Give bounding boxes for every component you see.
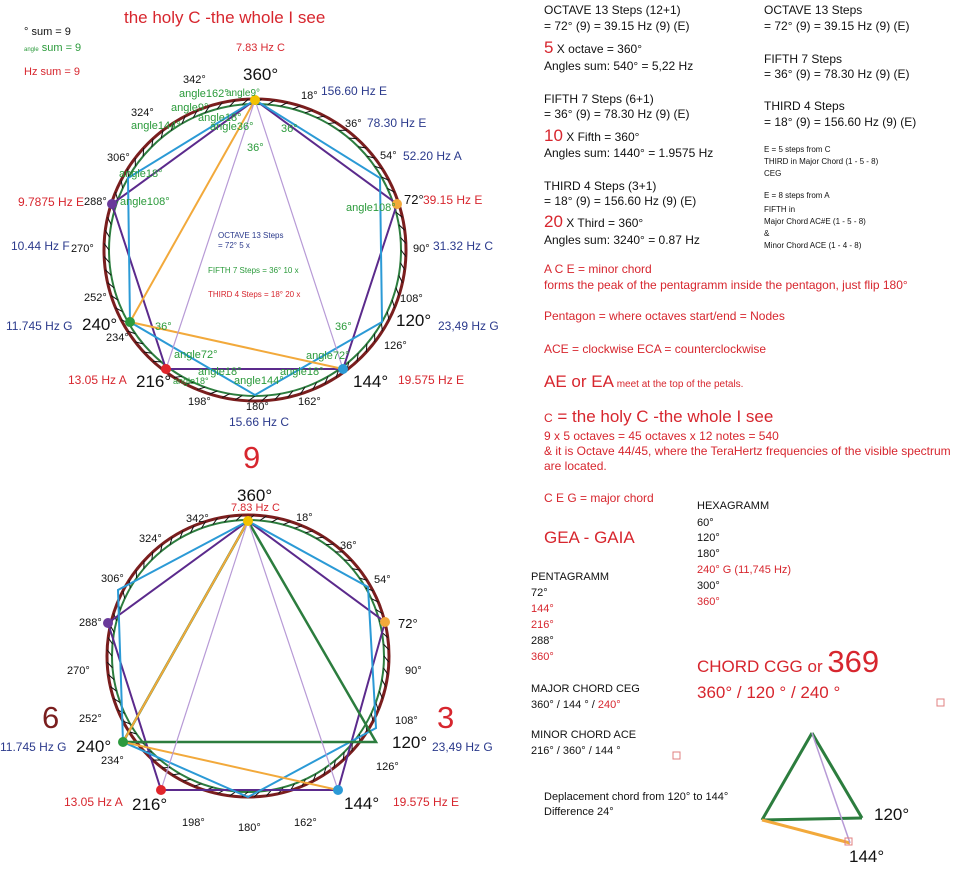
fifth-mult-n: 10 [544,126,563,145]
wheel-tick [376,703,378,710]
triangle-orange [762,820,850,843]
inner-angle-36d: 36° [155,321,172,333]
pent-item-144: 144° [531,603,554,615]
triangle-green-base [762,818,862,820]
legend-deg-sum: ° sum = 9 [24,26,71,38]
number-9: 9 [243,440,261,475]
b-angle-270: 270° [67,665,90,677]
angle-54: 54° [380,150,397,162]
pent-item-288: 288° [531,635,554,647]
note-e5-3: CEG [764,169,782,178]
hex-item-120: 120° [697,532,720,544]
wheel-tick [153,361,161,362]
ace-clockwise: ACE = clockwise ECA = counterclockwise [544,342,767,356]
octave-head: OCTAVE 13 Steps (12+1) [544,3,681,17]
note-e8-4: & [764,229,770,238]
ace-peak: forms the peak of the pentagramm inside the pentagon, just flip 180° [544,278,908,292]
third-mult-n: 20 [544,212,563,231]
wheel-tick [305,110,313,112]
b-freq-19-575-e: 19.575 Hz E [393,795,460,809]
r-fifth-head: FIFTH 7 Steps [764,52,843,66]
r-octave-head: OCTAVE 13 Steps [764,3,863,17]
inner-angle-36b: 36° [281,123,298,135]
major-chord-vals [531,699,621,712]
ae-ea [544,372,743,392]
b-angle-216: 216° [132,795,168,814]
holy-c [544,407,773,427]
legend-angle-value: sum = 9 [38,42,82,54]
angle-342: 342° [183,74,206,86]
wheel-tick [295,526,302,528]
note-e5-1: E = 5 steps from C [764,145,831,154]
inner-angle-144a: angle144° [131,120,181,132]
top-freq-7-83: 7.83 Hz C [236,42,285,54]
bottom-node-216 [156,785,166,795]
r-octave-eq: = 72° (9) = 39.15 Hz (9) (E) [764,19,910,33]
pent-item-360: 360° [531,651,554,663]
freq-9-7875-e: 9.7875 Hz E [18,195,85,209]
number-3: 3 [437,700,455,735]
holy-c-letter: C [544,411,553,425]
top-node-288 [107,199,117,209]
b-angle-180: 180° [238,822,261,834]
bottom-node-144 [333,785,343,795]
b-angle-360: 360° [237,486,273,505]
page-title: the holy C -the whole I see [124,8,326,27]
angle-216: 216° [136,372,172,391]
deplacement-line-1: Deplacement chord from 120° to 144° [544,791,729,803]
angle-162: 162° [298,396,321,408]
bottom-node-360 [243,516,253,526]
freq-15-66-c: 15.66 Hz C [229,415,290,429]
r-fifth-eq: = 36° (9) = 78.30 Hz (9) (E) [764,67,910,81]
wheel-tick [194,784,201,786]
deplacement-line-2: Difference 24° [544,806,614,818]
angle-270: 270° [71,243,94,255]
inner-angle-18b: angle18° [119,168,163,180]
angle-72: 72° [404,192,424,207]
angle-306: 306° [107,152,130,164]
center-fifth: FIFTH 7 Steps = 36° 10 x [208,266,299,275]
b-angle-324: 324° [139,533,162,545]
hex-item-240: 240° G (11,745 Hz) [697,564,792,576]
b-angle-288: 288° [79,617,102,629]
angle-234: 234° [106,332,129,344]
fifth-head: FIFTH 7 Steps (6+1) [544,92,654,106]
bottom-wheel-inner-ring [112,520,384,792]
gea-gaia: GEA - GAIA [544,528,635,547]
b-angle-234: 234° [101,755,124,767]
ace-minor: A C E = minor chord [544,262,652,276]
octave-mult-text: X octave = 360° [553,42,642,56]
third-mult-text: X Third = 360° [562,216,644,230]
minor-chord-vals: 216° / 360° / 144 ° [531,745,621,757]
angle-180: 180° [246,401,269,413]
top-node-144 [338,364,348,374]
center-third: THIRD 4 Steps = 18° 20 x [208,290,301,299]
major-chord-head: MAJOR CHORD CEG [531,683,640,695]
b-angle-72: 72° [398,616,418,631]
inner-angle-144b: angle144° [234,375,284,387]
ae-ea-big: AE or EA [544,372,614,391]
bottom-wheel [103,515,390,797]
note-e8-3: Major Chord AC#E (1 - 5 - 8) [764,217,866,226]
third-sum: Angles sum: 3240° = 0.87 Hz [544,233,700,247]
hex-item-300: 300° [697,580,720,592]
octaves-line-2: & it is Octave 44/45, where the TeraHertz frequencies of the visible spectrum [544,444,951,458]
legend-angle-sum [24,42,81,55]
b-angle-18: 18° [296,512,313,524]
angle-360: 360° [243,65,279,84]
b-angle-126: 126° [376,761,399,773]
third-head: THIRD 4 Steps (3+1) [544,179,657,193]
top-wheel [104,95,406,401]
b-angle-108: 108° [395,715,418,727]
legend-hz-sum: Hz sum = 9 [24,66,80,78]
ae-ea-small: meet at the top of the petals. [613,379,744,390]
fifth-mult [544,126,639,146]
triangle-green-left [762,733,812,820]
b-angle-144: 144° [344,794,380,813]
b-angle-90: 90° [405,665,422,677]
b-angle-54: 54° [374,574,391,586]
third-mult [544,212,643,232]
angle-18: 18° [301,90,318,102]
inner-angle-36c: 36° [247,142,264,154]
r-third-head: THIRD 4 Steps [764,99,845,113]
b-angle-198: 198° [182,817,205,829]
freq-23-49-g: 23,49 Hz G [438,319,499,333]
b-angle-252: 252° [79,713,102,725]
triangle-label-120: 120° [874,805,910,824]
angle-324: 324° [131,107,154,119]
hex-item-180: 180° [697,548,720,560]
ceg-major: C E G = major chord [544,491,654,505]
hexagramm-head: HEXAGRAMM [697,500,770,512]
octave-mult [544,38,642,58]
freq-39-15-e: 39.15 Hz E [423,193,483,207]
hex-item-360: 360° [697,596,720,608]
wheel-tick [396,288,399,296]
angle-108: 108° [400,293,423,305]
pentagon-nodes: Pentagon = where octaves start/end = Nodes [544,309,785,323]
pent-item-216: 216° [531,619,554,631]
inner-angle-108b: angle108° [346,202,396,214]
b-angle-342: 342° [186,513,209,525]
octave-eq: = 72° (9) = 39.15 Hz (9) (E) [544,19,690,33]
pentagramm-head: PENTAGRAMM [531,571,610,583]
deplacement-triangle [762,733,862,843]
minor-chord-head: MINOR CHORD ACE [531,729,637,741]
fifth-eq: = 36° (9) = 78.30 Hz (9) (E) [544,107,690,121]
note-e8-2: FIFTH in [764,205,796,214]
note-e8-5: Minor Chord ACE (1 - 4 - 8) [764,241,862,250]
freq-78-30-e: 78.30 Hz E [367,116,427,130]
wheel-tick [366,344,367,352]
center-octave-2: = 72° 5 x [218,241,250,250]
third-eq: = 18° (9) = 156.60 Hz (9) (E) [544,194,697,208]
chord-num: 369 [827,644,880,679]
angle-36: 36° [345,118,362,130]
legend-angle-prefix: angle [24,47,39,53]
angle-126: 126° [384,340,407,352]
freq-10-44-f: 10.44 Hz F [11,239,70,253]
inner-angle-36a: angle36° [210,121,254,133]
b-angle-162: 162° [294,817,317,829]
inner-angle-18c: angle18° [198,366,242,378]
wheel-tick [293,106,301,109]
chord-369 [697,644,879,680]
major-chord-vals-a: 360° / 144 ° / [531,699,598,711]
wheel-tick [349,138,357,139]
r-third-eq: = 18° (9) = 156.60 Hz (9) (E) [764,115,917,129]
inner-angle-36e: 36° [335,321,352,333]
number-6: 6 [42,700,60,735]
octave-mult-n: 5 [544,38,554,57]
pent-item-72: 72° [531,587,548,599]
note-e8-1: E = 8 steps from A [764,191,830,200]
inner-angle-162: angle162° [179,88,229,100]
b-freq-13-05-a: 13.05 Hz A [64,795,123,809]
fifth-sum: Angles sum: 1440° = 1.9575 Hz [544,146,714,160]
inner-angle-108a: angle108° [120,196,170,208]
chord-word: CHORD CGG or [697,657,828,676]
major-chord-vals-b: 240° [597,699,621,711]
inner-angle-9b: angle9° [171,102,209,114]
marker-square-2 [673,752,680,759]
wheel-tick [143,148,144,156]
freq-52-20-a: 52.20 Hz A [403,149,462,163]
angle-120: 120° [396,311,432,330]
chord-vals: 360° / 120 ° / 240 ° [697,683,841,702]
bottom-node-72 [380,617,390,627]
octaves-line-3: are located. [544,459,607,473]
freq-13-05-a: 13.05 Hz A [68,373,127,387]
b-angle-306: 306° [101,573,124,585]
angle-240: 240° [82,315,118,334]
wheel-tick [392,300,394,308]
hex-item-60: 60° [697,517,714,529]
b-freq-23-49-g: 23,49 Hz G [432,740,493,754]
b-freq-11-745-g: 11.745 Hz G [0,740,67,754]
bottom-node-240 [118,737,128,747]
inner-angle-72b: angle72° [306,350,350,362]
freq-19-575-e: 19.575 Hz E [398,373,465,387]
angle-198: 198° [188,396,211,408]
triangle-label-144: 144° [849,847,885,866]
b-freq-7-83: 7.83 Hz C [231,502,280,514]
fifth-mult-text: X Fifth = 360° [562,130,640,144]
freq-31-32-c: 31.32 Hz C [433,239,494,253]
b-angle-240: 240° [76,737,112,756]
octave-sum: Angles sum: 540° = 5,22 Hz [544,59,694,73]
angle-144: 144° [353,372,389,391]
wheel-tick [197,387,205,389]
center-octave: OCTAVE 13 Steps [218,231,284,240]
octaves-line-1: 9 x 5 octaves = 45 octaves x 12 notes = 540 [544,429,779,443]
freq-156-60-e: 156.60 Hz E [321,84,388,98]
freq-11-745-g: 11.745 Hz G [6,319,73,333]
bottom-node-288 [103,618,113,628]
note-e5-2: THIRD in Major Chord (1 - 5 - 8) [764,157,879,166]
inner-angle-72a: angle72° [174,349,218,361]
angle-288: 288° [84,196,107,208]
b-angle-120: 120° [392,733,428,752]
inner-angle-18e: angle18° [173,376,209,386]
holy-c-rest: = the holy C -the whole I see [552,407,774,426]
wheel-tick [210,391,218,394]
angle-252: 252° [84,292,107,304]
inner-angle-9a: angle9° [226,88,261,99]
inner-angle-18a: angle18° [198,112,242,124]
inner-angle-18d: angle18° [280,366,324,378]
top-node-240 [125,317,135,327]
marker-square-1 [937,699,944,706]
b-angle-36: 36° [340,540,357,552]
angle-90: 90° [413,243,430,255]
